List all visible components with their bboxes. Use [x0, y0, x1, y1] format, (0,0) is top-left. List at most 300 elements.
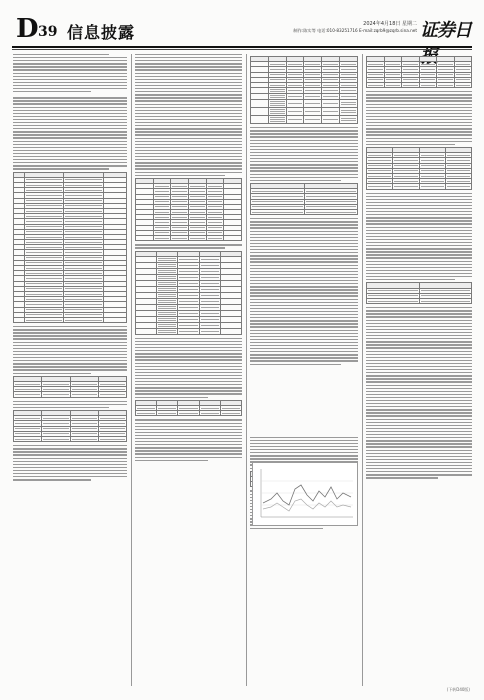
table-cell-text [341, 118, 356, 119]
table-cell-text [65, 294, 103, 295]
table-cell-text [26, 320, 61, 321]
table-cell-text [155, 238, 170, 239]
table-cell-text [65, 252, 103, 253]
table-cell-text [26, 314, 61, 315]
table-cell-text [65, 257, 103, 258]
body-text-line [250, 342, 358, 343]
table-cell-text [26, 179, 61, 180]
body-text-line [366, 450, 472, 451]
table-cell-text [288, 79, 303, 80]
table-cell-text [26, 299, 61, 300]
body-text-line [366, 369, 472, 370]
table-cell-text [15, 394, 40, 395]
table-cell-text [386, 64, 401, 65]
table-cell-text [270, 121, 285, 122]
table-cell-text [43, 428, 68, 429]
body-text-line [366, 239, 472, 240]
body-text-line [250, 140, 358, 141]
body-text-line [250, 323, 358, 324]
body-text-line [13, 141, 127, 142]
table-cell-text [305, 64, 320, 65]
table-cell-text [208, 186, 223, 187]
body-text-line [135, 450, 242, 451]
body-text-line [135, 372, 242, 373]
body-text-line [366, 193, 472, 194]
body-text-line [366, 360, 472, 361]
body-text-line [13, 345, 127, 346]
table-cell-text [158, 324, 176, 325]
section-title: 信息披露 [67, 23, 136, 42]
table-cell-text [305, 74, 320, 75]
table-cell-text [386, 79, 401, 80]
table-cell-text [438, 69, 453, 70]
table-row [14, 436, 127, 441]
body-text-line [135, 76, 242, 77]
table-cell-text [26, 262, 61, 263]
table-cell-text [386, 74, 401, 75]
body-text-line [250, 277, 358, 278]
table-cell-text [270, 85, 285, 86]
body-text-line [250, 295, 358, 296]
table-cell-text [26, 190, 61, 191]
table-cell-text [421, 74, 436, 75]
table-cell-text [155, 227, 170, 228]
table-cell-text [403, 85, 418, 86]
table-cell-text [270, 103, 285, 104]
body-text-line [13, 473, 127, 474]
table-cell-text [137, 413, 155, 414]
line-chart-svg [253, 463, 357, 525]
body-text-line [13, 159, 127, 160]
table-cell-text [26, 242, 61, 243]
table-cell-text [368, 295, 418, 296]
body-text-line [135, 457, 242, 458]
body-text-line [366, 357, 472, 358]
body-text-line [135, 447, 242, 448]
table-cell-text [179, 307, 197, 308]
table-cell-text [368, 85, 383, 86]
table-cell-text [172, 212, 187, 213]
table-cell-text [158, 308, 176, 309]
table-cell-text [26, 237, 61, 238]
table-cell-text [26, 273, 61, 274]
body-text-line [366, 310, 472, 311]
body-text-line [135, 438, 242, 439]
table-cell-text [26, 211, 61, 212]
table-cell-text [179, 277, 197, 278]
body-text-line [250, 261, 358, 262]
body-text-line [366, 332, 472, 333]
table-cell-text [447, 186, 470, 187]
body-text-line [13, 113, 127, 114]
body-text-line [366, 217, 472, 218]
body-text-line [250, 234, 358, 235]
table-cell-text [179, 295, 197, 296]
table-cell-text [288, 119, 303, 120]
body-text-line [13, 451, 127, 452]
body-text-line [250, 127, 358, 128]
table-cell-text [368, 69, 383, 70]
table-cell-text [288, 85, 303, 86]
table-cell-text [15, 384, 40, 385]
table-cell-text [305, 85, 320, 86]
body-text-line [366, 474, 472, 475]
table-cell-text [65, 179, 103, 180]
table-cell-text [368, 79, 383, 80]
body-text-line [250, 311, 358, 312]
table-row [14, 392, 127, 397]
table-cell-text [208, 196, 223, 197]
body-text-line [250, 299, 358, 300]
body-text-line [366, 459, 472, 460]
table-cell-text [438, 79, 453, 80]
body-text-line [135, 359, 242, 360]
body-text-line [366, 254, 472, 255]
body-text-line [366, 456, 472, 457]
table-cell-text [158, 302, 176, 303]
table-cell-text [421, 290, 471, 291]
table-cell-text [190, 227, 205, 228]
table-cell-text [190, 212, 205, 213]
table-cell-text [26, 257, 61, 258]
body-text-line [13, 366, 127, 367]
body-text-line [13, 407, 109, 408]
table-cell-text [43, 394, 68, 395]
table-cell-text [201, 408, 219, 409]
table-cell-text [323, 90, 338, 91]
body-text-line [135, 363, 242, 364]
body-text-line [366, 363, 472, 364]
table-cell-text [447, 181, 470, 182]
body-text-line [250, 339, 358, 340]
table-cell-text [26, 304, 61, 305]
body-text-line [13, 66, 127, 67]
body-text-line [13, 448, 127, 449]
table-cell-text [341, 85, 356, 86]
body-text-line [135, 384, 242, 385]
body-text-line [135, 79, 242, 80]
table-cell-text [179, 265, 197, 266]
body-text-line [250, 258, 358, 259]
table-cell-text [403, 79, 418, 80]
table-cell-text [201, 259, 219, 260]
body-text-line [13, 73, 127, 74]
body-text-line [135, 444, 242, 445]
body-text-line [366, 307, 472, 308]
table-cell-text [421, 176, 444, 177]
table-cell-text [368, 181, 391, 182]
continued-note: (下转D40版) [446, 687, 470, 692]
table-cell-text [26, 195, 61, 196]
table-cell-text [252, 191, 303, 192]
body-text-line [250, 143, 358, 144]
body-text-line [366, 397, 472, 398]
body-text-line [250, 218, 358, 219]
table-cell-text [368, 290, 418, 291]
table-cell-text [368, 165, 391, 166]
body-text-line [13, 335, 127, 336]
body-text-line [13, 128, 127, 129]
table-cell-text [456, 64, 471, 65]
table-cell-text [421, 181, 444, 182]
table-cell-text [65, 185, 103, 186]
line-chart [252, 462, 358, 526]
body-text-line [250, 317, 358, 318]
body-text-line [366, 276, 472, 277]
body-text-line [250, 348, 358, 349]
body-text-line [135, 247, 225, 248]
table-cell-text [43, 423, 68, 424]
table-cell-text [155, 186, 170, 187]
table-cell-text [190, 217, 205, 218]
table-cell-text [190, 206, 205, 207]
body-text-line [250, 351, 358, 352]
table-cell-text [26, 185, 61, 186]
table-cell-text [288, 96, 303, 97]
body-text-line [366, 477, 438, 478]
table-cell-text [222, 413, 240, 414]
body-text-line [135, 429, 242, 430]
body-text-line [366, 385, 472, 386]
table-cell-text [158, 296, 176, 297]
body-text-line [250, 180, 341, 181]
table-cell-text [305, 90, 320, 91]
body-text-line [135, 63, 242, 64]
body-text-line [366, 110, 472, 111]
table-cell-text [190, 201, 205, 202]
body-text-line [250, 268, 358, 269]
table-cell-text [158, 413, 176, 414]
body-text-line [13, 168, 109, 169]
table-cell-text [201, 413, 219, 414]
body-text-line [135, 453, 242, 454]
table-cell-text [323, 74, 338, 75]
body-text-line [13, 338, 127, 339]
table-cell-text [201, 271, 219, 272]
table-cell-text [270, 79, 285, 80]
body-text-line [250, 455, 358, 456]
body-text-line [250, 330, 358, 331]
table-cell-text [270, 64, 285, 65]
body-text-line [366, 409, 472, 410]
body-text-line [135, 128, 242, 129]
table-cell-text [201, 301, 219, 302]
section-letter: D [16, 14, 39, 44]
table-cell-text [15, 433, 40, 434]
table-cell-text [26, 278, 61, 279]
table-row [251, 108, 358, 116]
table-cell-text [201, 313, 219, 314]
body-text-line [366, 91, 472, 92]
table-cell-text [65, 247, 103, 248]
body-text-line [250, 449, 358, 450]
body-text-line [366, 119, 472, 120]
body-text-line [366, 344, 472, 345]
table-cell-text [179, 408, 197, 409]
body-text-line [250, 443, 358, 444]
table-cell-text [172, 227, 187, 228]
body-text-line [135, 116, 242, 117]
body-text-line [366, 329, 472, 330]
table-cell-text [65, 320, 103, 321]
disclosure-table [135, 251, 242, 335]
table-cell-text [421, 170, 444, 171]
table-cell-text [65, 268, 103, 269]
table-cell-text [306, 206, 357, 207]
body-text-line [135, 460, 208, 461]
body-text-line [366, 465, 472, 466]
body-text-line [366, 131, 472, 132]
body-text-line [13, 332, 127, 333]
table-cell-text [65, 242, 103, 243]
body-text-line [135, 119, 242, 120]
table-cell-text [394, 165, 417, 166]
disclosure-table [13, 410, 127, 442]
body-text-line [135, 156, 242, 157]
body-text-line [250, 170, 358, 171]
body-text-line [13, 97, 127, 98]
table-cell-text [158, 330, 176, 331]
body-text-line [135, 432, 242, 433]
table-cell-text [252, 212, 303, 213]
table-cell-text [270, 119, 285, 120]
table-cell-text [158, 282, 176, 283]
table-cell-text [172, 201, 187, 202]
table-cell-text [179, 325, 197, 326]
body-text-line [366, 351, 472, 352]
body-text-line [135, 375, 242, 376]
body-text-line [13, 369, 127, 370]
body-text-line [13, 162, 127, 163]
table-cell-text [72, 384, 97, 385]
body-text-line [250, 155, 358, 156]
table-cell-text [72, 439, 97, 440]
edition-line: 制作:陈实等 电话:010-83251716 E-mail:zqrb9@zqrb.sina.net [293, 28, 417, 33]
body-text-line [250, 158, 358, 159]
body-text-line [13, 479, 91, 480]
body-text-line [135, 60, 242, 61]
body-text-line [366, 104, 472, 105]
table-cell-text [26, 288, 61, 289]
body-text-line [13, 110, 127, 111]
table-cell-text [323, 119, 338, 120]
table-cell-text [394, 181, 417, 182]
body-text-line [250, 292, 358, 293]
table-cell-text [306, 191, 357, 192]
body-text-line [250, 231, 358, 232]
table-cell-text [158, 290, 176, 291]
body-text-line [250, 458, 358, 459]
body-text-line [366, 378, 472, 379]
table-cell-text [100, 428, 125, 429]
table-cell-text [305, 111, 320, 112]
table-cell-text [386, 69, 401, 70]
body-text-line [366, 437, 472, 438]
body-text-line [250, 136, 358, 137]
body-text-line [366, 242, 472, 243]
body-text-line [366, 431, 472, 432]
body-text-line [13, 131, 127, 132]
body-text-line [135, 347, 242, 348]
body-text-line [135, 131, 242, 132]
table-cell-text [341, 104, 356, 105]
table-cell-text [158, 264, 176, 265]
body-text-line [366, 428, 472, 429]
body-text-line [366, 236, 472, 237]
table-cell-text [288, 111, 303, 112]
body-text-line [366, 320, 472, 321]
body-text-line [366, 125, 472, 126]
table-cell-text [438, 85, 453, 86]
table-cell-text [179, 319, 197, 320]
table-cell-text [208, 227, 223, 228]
body-text-line [135, 356, 242, 357]
table-row [136, 236, 242, 241]
body-text-line [135, 85, 242, 86]
table-cell-text [208, 212, 223, 213]
body-text-line [366, 214, 472, 215]
body-text-line [135, 97, 242, 98]
body-text-line [250, 243, 358, 244]
table-cell-text [368, 176, 391, 177]
body-text-line [13, 165, 127, 166]
table-cell-text [421, 69, 436, 70]
masthead [12, 14, 472, 44]
table-cell-text [270, 97, 285, 98]
table-cell-text [158, 278, 176, 279]
body-text-line [250, 237, 358, 238]
body-text-line [250, 252, 358, 253]
disclosure-table [135, 400, 242, 417]
body-text-line [366, 208, 472, 209]
table-cell-text [305, 79, 320, 80]
table-cell-text [158, 320, 176, 321]
body-text-line [13, 119, 127, 120]
table-cell-text [447, 160, 470, 161]
table-row [251, 100, 358, 108]
disclosure-table [366, 56, 472, 88]
table-cell-text [394, 155, 417, 156]
table-cell-text [15, 423, 40, 424]
body-text-line [250, 174, 358, 175]
body-text-line [250, 360, 358, 361]
table-cell-text [65, 237, 103, 238]
body-text-line [250, 280, 358, 281]
body-text-line [135, 172, 242, 173]
body-text-line [13, 150, 127, 151]
body-text-line [250, 164, 358, 165]
body-text-line [366, 375, 472, 376]
body-text-line [366, 381, 472, 382]
table-cell-text [341, 69, 356, 70]
body-text-line [13, 342, 127, 343]
body-text-line [13, 476, 127, 477]
table-cell-text [179, 413, 197, 414]
body-text-line [135, 113, 242, 114]
table-cell-text [65, 221, 103, 222]
table-cell-text [208, 206, 223, 207]
table-cell-text [155, 232, 170, 233]
body-text-line [366, 97, 472, 98]
table-cell-text [394, 170, 417, 171]
table-cell-text [208, 232, 223, 233]
body-text-line [13, 348, 127, 349]
table-cell-text [100, 389, 125, 390]
body-text-line [135, 94, 242, 95]
body-text-line [250, 452, 358, 453]
table-cell-text [305, 96, 320, 97]
body-text-line [13, 116, 127, 117]
